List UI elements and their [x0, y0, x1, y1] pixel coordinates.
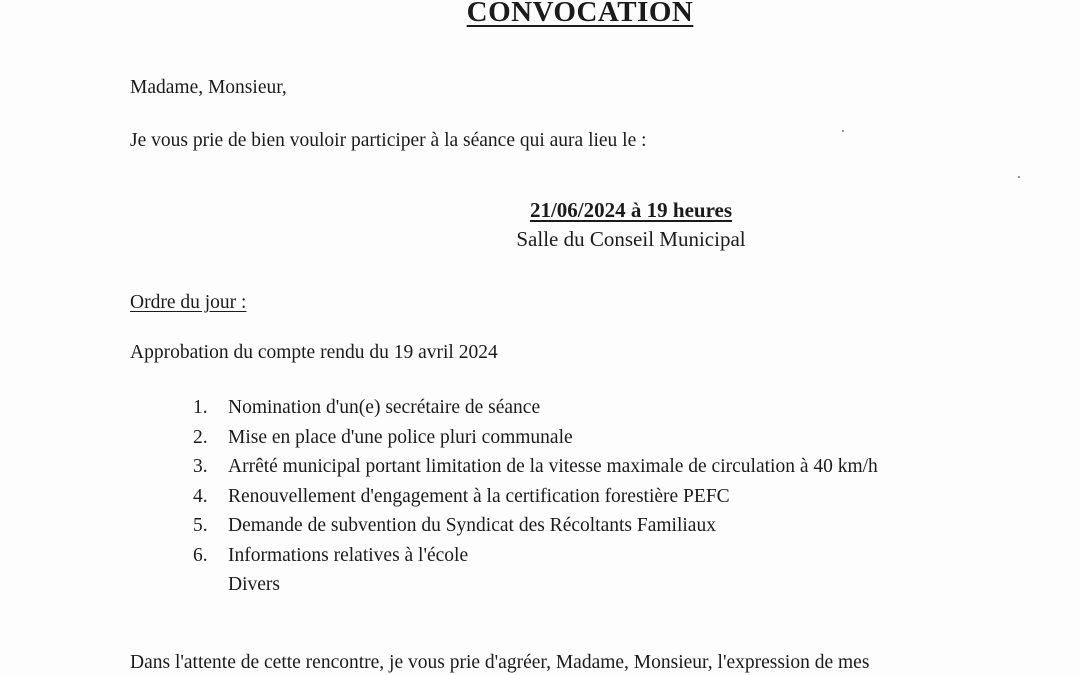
agenda-item-6 [193, 545, 878, 575]
agenda-item-text: Nomination d'un(e) secrétaire de séance [228, 397, 541, 418]
scan-speck [842, 130, 844, 132]
greeting: Madame, Monsieur, [130, 77, 287, 98]
agenda-item-4 [193, 486, 878, 516]
agenda-item-text: Renouvellement d'engagement à la certification forestière PEFC [228, 485, 730, 507]
agenda-item-number: 6. [193, 544, 208, 566]
agenda-item-number: 5. [193, 515, 208, 536]
agenda-item-text: Arrêté municipal portant limitation de la vitesse maximale de circulation à 40 km/h [228, 456, 878, 477]
approval-line: Approbation du compte rendu du 19 avril 2024 [130, 342, 498, 363]
document-title: CONVOCATION [466, 0, 694, 28]
agenda-item-number: 2. [193, 426, 208, 448]
closing-text: Dans l'attente de cette rencontre, je vous prie d'agréer, Madame, Monsieur, l'expression de mes [130, 652, 870, 673]
agenda-item-text: Demande de subvention du Syndicat des Récoltants Familiaux [228, 515, 716, 536]
agenda-item-5 [193, 515, 878, 545]
agenda-item-number: 3. [193, 456, 208, 477]
agenda-item-1 [193, 397, 878, 427]
agenda-item-number: 4. [193, 485, 208, 507]
scan-speck [1018, 176, 1020, 178]
agenda-item-2 [193, 427, 878, 457]
agenda-item-text: Mise en place d'une police pluri communale [228, 426, 573, 448]
agenda-item-3 [193, 456, 878, 486]
agenda-item-text: Informations relatives à l'école [228, 544, 469, 566]
agenda-item-text: Divers [228, 574, 280, 595]
intro-text: Je vous prie de bien vouloir participer à la séance qui aura lieu le : [130, 130, 647, 151]
meeting-datetime: 21/06/2024 à 19 heures [529, 198, 733, 222]
meeting-place: Salle du Conseil Municipal [516, 227, 746, 251]
agenda-item-number: 1. [193, 397, 208, 418]
agenda-item-divers [193, 574, 878, 604]
agenda-heading: Ordre du jour : [130, 292, 247, 313]
agenda-list [193, 397, 878, 604]
